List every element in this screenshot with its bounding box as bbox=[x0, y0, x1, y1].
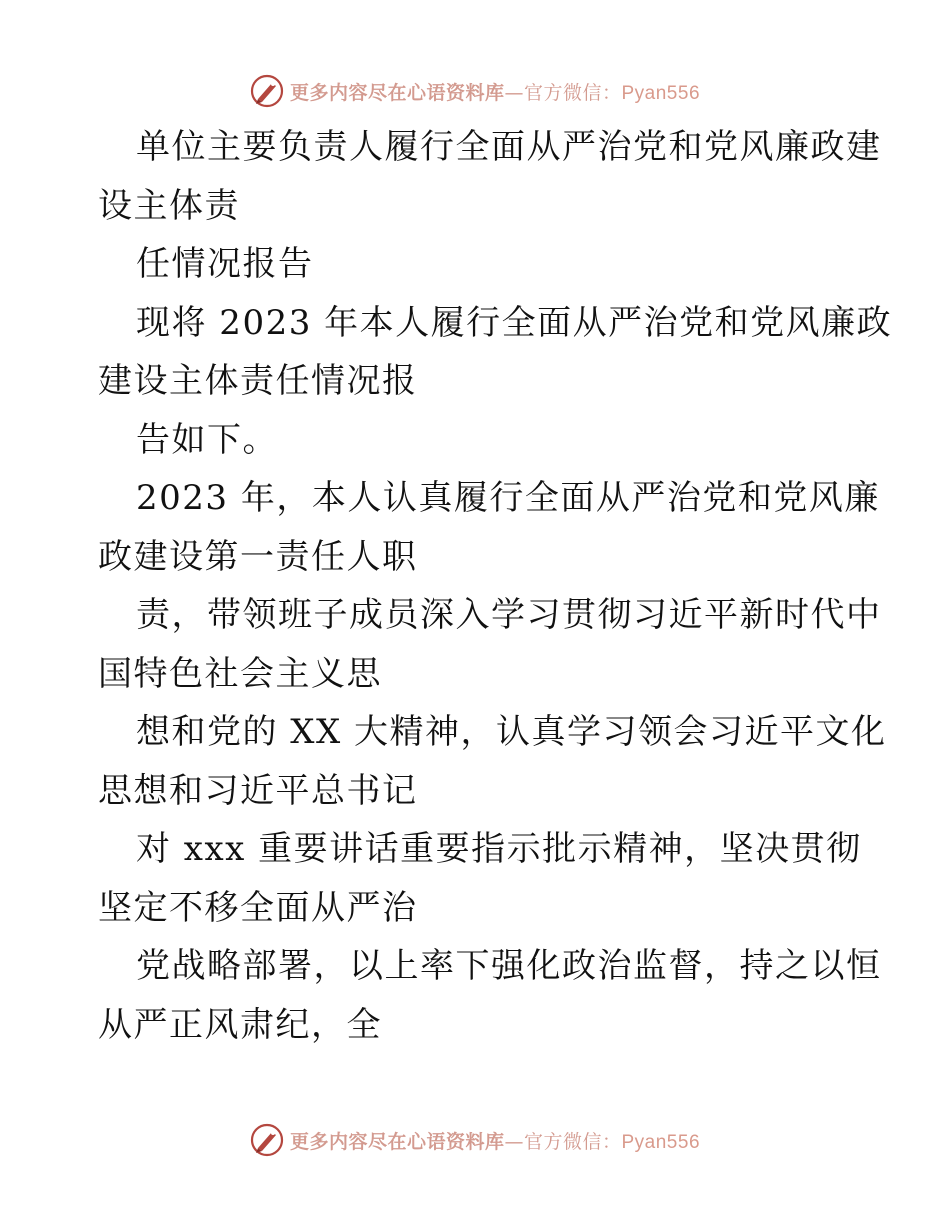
text-line: 思想和习近平总书记 bbox=[98, 770, 418, 811]
pen-logo-icon bbox=[250, 74, 284, 108]
text-line: 告如下。 bbox=[136, 419, 278, 460]
text-line: 坚定不移全面从严治 bbox=[98, 887, 418, 928]
text-line: 政建设第一责任人职 bbox=[98, 536, 418, 577]
watermark-slogan: 更多内容尽在心语资料库 bbox=[289, 1130, 505, 1153]
text-line: 设主体责 bbox=[98, 185, 240, 226]
text-line: 对 xxx 重要讲话重要指示批示精神，坚决贯彻 bbox=[136, 829, 862, 869]
text-line: 建设主体责任情况报 bbox=[98, 361, 418, 401]
watermark-text bbox=[290, 78, 700, 105]
watermark-slogan: 更多内容尽在心语资料库 bbox=[289, 81, 505, 104]
text-line: 现将 2023 年本人履行全面从严治党和党风廉政 bbox=[136, 302, 893, 343]
document-body bbox=[98, 118, 893, 1054]
watermark-text bbox=[290, 1127, 700, 1154]
text-line: 从严正风肃纪，全 bbox=[98, 1004, 382, 1045]
watermark-wechat-id: Pyan556 bbox=[621, 82, 701, 104]
watermark-label: 官方微信： bbox=[523, 1130, 622, 1153]
footer-watermark bbox=[0, 1118, 950, 1162]
watermark-wechat-id: Pyan556 bbox=[621, 1131, 701, 1153]
text-line: 任情况报告 bbox=[136, 244, 314, 284]
text-line: 党战略部署，以上率下强化政治监督，持之以恒 bbox=[136, 946, 882, 986]
watermark-dash: — bbox=[504, 1130, 524, 1153]
watermark-dash: — bbox=[504, 81, 524, 104]
text-line: 2023 年，本人认真履行全面从严治党和党风廉 bbox=[136, 478, 880, 518]
pen-logo-icon bbox=[250, 1123, 284, 1157]
watermark-label: 官方微信： bbox=[523, 81, 622, 104]
header-watermark bbox=[0, 69, 950, 113]
text-line: 责，带领班子成员深入学习贯彻习近平新时代中 bbox=[136, 595, 882, 635]
text-line: 想和党的 XX 大精神，认真学习领会习近平文化 bbox=[136, 712, 887, 752]
text-line: 国特色社会主义思 bbox=[98, 653, 382, 694]
text-line: 单位主要负责人履行全面从严治党和党风廉政建 bbox=[136, 127, 882, 167]
